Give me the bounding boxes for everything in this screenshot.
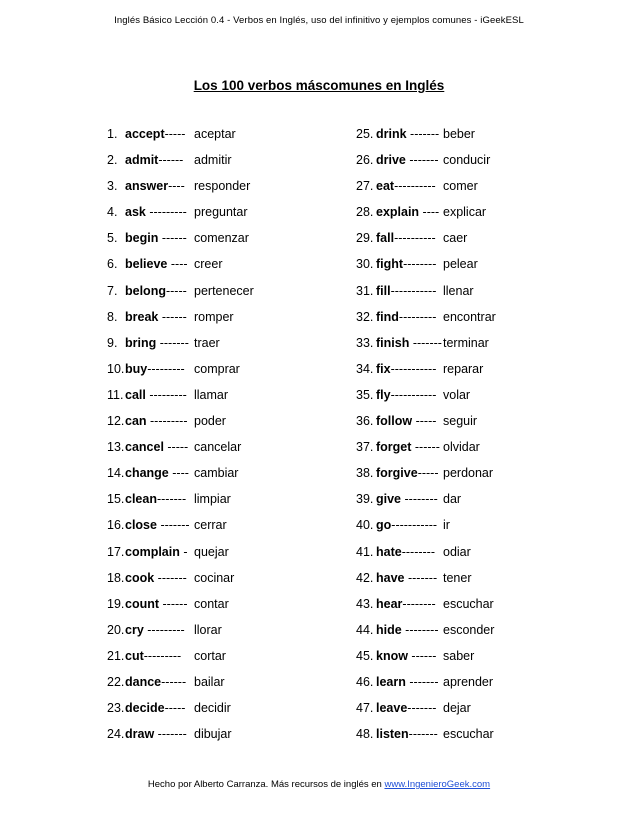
verb-english [125,672,186,692]
verb-dash: ------- [404,570,438,585]
verb-dash: ---- [168,179,185,194]
verb-dash: ------- [156,335,189,350]
verb-english [376,124,439,144]
verb-spanish: comprar [194,361,240,376]
verb-row [356,724,616,750]
verb-number: 10. [107,361,125,376]
verb-spanish: beber [443,127,475,141]
verb-dash: ---- [419,205,440,220]
verb-spanish: cancelar [194,440,242,455]
verb-english [125,150,183,170]
verb-english [376,698,436,718]
verb-number: 6. [107,257,118,272]
verb-dash: ----------- [390,361,437,376]
verb-english-word: can [125,414,147,429]
verb-english [376,672,439,692]
verb-english [125,124,185,144]
verb-english-word: forget [376,440,412,455]
verb-dash: ------- [405,153,439,168]
verb-row [356,515,616,541]
verb-number: 42. [356,570,374,585]
verb-spanish: pertenecer [194,283,254,298]
verb-dash: ------ [158,153,184,168]
verb-spanish: pelear [443,257,478,272]
verb-spanish: volar [443,387,471,402]
verb-spanish: reparar [443,361,484,376]
verb-row [356,542,616,568]
verb-row [107,463,337,489]
verb-dash: ------ [411,440,440,455]
verb-number: 36. [356,414,374,429]
verb-english [376,359,436,379]
verb-row [107,150,337,176]
verb-english-word: find [376,309,399,324]
verb-english-word: call [125,387,146,402]
verb-row [107,411,337,437]
verb-english [125,594,187,614]
verb-spanish: escuchar [443,727,494,742]
verb-number: 32. [356,309,374,324]
verb-english-word: bring [125,335,157,350]
verb-number: 35. [356,387,374,402]
verb-english-word: listen [376,727,409,742]
verb-row [356,385,616,411]
verb-number: 26. [356,153,374,168]
verb-english-word: draw [125,727,155,742]
verb-row [356,594,616,620]
verb-number: 43. [356,596,374,611]
verb-spanish: aprender [443,674,494,689]
verb-number: 8. [107,309,118,324]
verb-number: 28. [356,205,374,220]
verb-english-word: hear [376,596,403,611]
verb-row [107,515,337,541]
verb-number: 13. [107,440,125,455]
verb-dash: -------- [401,544,436,559]
verb-row [356,150,616,176]
verb-spanish: odiar [443,544,471,559]
verb-dash: ----------- [391,518,438,533]
verb-number: 27. [356,179,374,194]
verb-english [125,463,189,483]
verb-english-word: close [125,518,157,533]
verb-number: 34. [356,361,374,376]
page-footer [0,779,638,790]
verb-english [376,568,437,588]
verb-spanish: saber [443,648,475,663]
verb-number: 37. [356,440,374,455]
verb-spanish: comer [443,179,478,194]
verb-english [376,254,436,274]
verb-english [125,202,187,222]
verb-spanish: cocinar [194,570,235,585]
verb-english-word: complain [125,544,180,559]
verb-spanish: limpiar [194,492,231,507]
verb-row [356,620,616,646]
verb-english-word: accept [125,127,165,141]
verb-row [107,254,337,280]
verb-number: 20. [107,622,125,637]
verb-spanish: cortar [194,648,226,663]
verb-row [356,411,616,437]
verb-english-word: know [376,648,408,663]
verb-number: 38. [356,466,374,481]
verb-spanish: traer [194,335,220,350]
verb-spanish: llorar [194,622,222,637]
footer-link[interactable]: www.IngenieroGeek.com [384,779,491,790]
verb-english [125,489,186,509]
verb-row [107,124,337,150]
verb-dash: --------- [143,622,185,637]
verb-spanish: dar [443,492,462,507]
verb-row [107,385,337,411]
verb-dash: ---------- [394,179,436,194]
verb-row [356,202,616,228]
page-title: Los 100 verbos máscomunes en Inglés [193,78,445,93]
verb-english-word: fight [376,257,404,272]
verb-english-word: believe [125,257,168,272]
verb-dash: --------- [398,309,437,324]
verb-spanish: encontrar [443,309,496,324]
verb-row [356,672,616,698]
verb-spanish: caer [443,231,468,246]
verb-spanish: decidir [194,701,231,716]
verb-english [376,150,439,170]
verb-english-word: forgive [376,466,418,481]
verb-dash: --------- [143,648,182,663]
verb-english [125,411,187,431]
verb-spanish: llenar [443,283,474,298]
verb-number: 12. [107,414,125,429]
verb-dash: ------- [156,518,190,533]
verb-number: 45. [356,648,374,663]
verb-english [125,281,187,301]
verb-spanish: tener [443,570,472,585]
verb-row [356,176,616,202]
verb-dash: ------ [407,648,437,663]
verb-row [356,333,616,359]
verb-row [356,124,616,150]
verb-english-word: explain [376,205,420,220]
verb-english-word: cook [125,570,155,585]
verb-english-word: begin [125,231,159,246]
verb-number: 47. [356,701,374,716]
verb-english-word: learn [376,674,406,689]
verb-english-word: leave [376,701,408,716]
verb-row [107,333,337,359]
verb-english [125,359,185,379]
verb-dash: - [179,544,188,559]
verb-english-word: give [376,492,402,507]
verb-number: 33. [356,335,374,350]
verb-dash: ------- [154,727,187,742]
verb-dash: -------- [403,257,437,272]
verb-english [376,281,436,301]
verb-english-word: cut [125,648,144,663]
verb-number: 21. [107,648,125,663]
verb-english [376,594,436,614]
verb-spanish: responder [194,179,251,194]
verb-english [125,254,188,274]
verb-spanish: aceptar [194,127,236,141]
verb-english-word: hate [376,544,402,559]
verb-spanish: perdonar [443,466,494,481]
verb-dash: ----- [163,440,189,455]
verb-row [107,620,337,646]
verb-english [376,515,437,535]
verb-number: 4. [107,205,118,220]
verb-english-word: drive [376,153,406,168]
verb-number: 11. [107,387,124,402]
verb-english-word: clean [125,492,157,507]
verb-number: 17. [107,544,125,559]
verb-number: 5. [107,231,118,246]
verb-row [356,281,616,307]
verb-spanish: olvidar [443,440,480,455]
verb-row [356,254,616,280]
verb-english-word: fall [376,231,395,246]
footer-text: Hecho por Alberto Carranza. Más recursos de inglés en [147,779,385,790]
verb-dash: ----- [164,127,186,141]
verb-row [107,359,337,385]
verb-number: 30. [356,257,374,272]
verb-spanish: escuchar [443,596,494,611]
verb-row [107,489,337,515]
verb-spanish: ir [443,518,450,533]
verb-row [107,281,337,307]
verb-english-word: dance [125,674,162,689]
verb-english [125,437,188,457]
verb-number: 22. [107,674,125,689]
verb-row [107,307,337,333]
verb-row [107,672,337,698]
verb-english-word: eat [376,179,395,194]
verb-spanish: terminar [443,335,489,350]
verb-row [107,646,337,672]
verb-dash: ----------- [390,283,437,298]
verb-english [125,542,188,562]
verb-dash: --------- [146,414,188,429]
verb-spanish: creer [194,257,223,272]
verb-english-word: buy [125,361,148,376]
verb-spanish: cambiar [194,466,239,481]
verb-english [125,228,187,248]
verb-dash: -------- [402,596,436,611]
verb-english [376,202,439,222]
verb-dash: ------ [158,231,187,246]
verb-dash: ------- [409,335,442,350]
verb-number: 9. [107,335,118,350]
verb-english-word: fly [376,387,391,402]
verb-dash: ----- [165,283,187,298]
verb-spanish: explicar [443,205,487,220]
verb-number: 23. [107,701,125,716]
verb-spanish: quejar [194,544,229,559]
verb-english-word: fix [376,361,391,376]
verb-dash: --------- [147,361,185,376]
verb-row [356,359,616,385]
verb-number: 14. [107,466,125,481]
verb-english-word: ask [125,205,146,220]
verb-row [356,646,616,672]
verb-row [107,202,337,228]
verb-english-word: finish [376,335,410,350]
verb-english [376,333,442,353]
verb-row [107,228,337,254]
verb-english-word: answer [125,179,169,194]
verb-spanish: esconder [443,622,495,637]
verb-number: 25. [356,127,374,141]
verb-english [376,411,436,431]
verb-spanish: poder [194,414,226,429]
verb-english-word: belong [125,283,166,298]
verb-row [356,307,616,333]
verb-english-word: follow [376,414,413,429]
verb-english [125,176,185,196]
verb-number: 19. [107,596,125,611]
verb-english [125,620,185,640]
verb-english [376,620,438,640]
verb-dash: ---- [168,466,189,481]
verb-spanish: dejar [443,701,471,716]
verb-dash: -------- [401,492,438,507]
verb-english [376,307,436,327]
verb-row [107,542,337,568]
verb-dash: ----------- [390,387,437,402]
verb-number: 3. [107,179,118,194]
verb-english-word: count [125,596,160,611]
page-header: Inglés Básico Lección 0.4 - Verbos en Inglés, uso del infinitivo y ejemplos comunes - iGeekESL [114,15,524,26]
verb-english-word: decide [125,701,165,716]
verb-number: 41. [356,544,374,559]
verb-row [107,176,337,202]
verb-row [107,724,337,750]
verb-english-word: drink [376,127,407,141]
verb-english [125,698,185,718]
verb-english [376,437,440,457]
verb-spanish: seguir [443,414,478,429]
verb-row [356,228,616,254]
verb-dash: ------- [156,492,187,507]
verb-dash: --------- [145,205,187,220]
verb-dash: ----- [412,414,437,429]
verb-english [125,333,189,353]
verb-english [125,724,187,744]
verb-spanish: admitir [194,153,232,168]
verb-number: 44. [356,622,374,637]
verb-english [125,307,187,327]
verb-number: 31. [356,283,374,298]
verb-number: 2. [107,153,118,168]
verb-dash: ---- [167,257,188,272]
verb-dash: ------- [407,701,437,716]
verb-spanish: cerrar [194,518,227,533]
verb-dash: ------- [154,570,187,585]
verb-dash: ------- [406,127,440,141]
verb-dash: --------- [145,387,187,402]
verb-english [376,724,438,744]
verb-number: 15. [107,492,125,507]
verb-number: 48. [356,727,374,742]
verb-english-word: break [125,309,159,324]
verb-spanish: romper [194,309,234,324]
verb-english-word: cry [125,622,144,637]
verb-row [356,698,616,724]
verb-english-word: cancel [125,440,164,455]
verb-spanish: conducir [443,153,491,168]
verb-dash: ------ [159,596,188,611]
verb-dash: ----- [417,466,439,481]
verb-english-word: hide [376,622,402,637]
verb-english [125,646,181,666]
verb-spanish: dibujar [194,727,232,742]
verb-dash: ------ [161,674,187,689]
verb-row [107,594,337,620]
verb-english-word: change [125,466,169,481]
verb-spanish: llamar [194,387,229,402]
verb-number: 18. [107,570,125,585]
verb-english [376,489,438,509]
verb-spanish: contar [194,596,229,611]
verb-dash: ---------- [394,231,436,246]
verb-spanish: comenzar [194,231,249,246]
verb-number: 39. [356,492,374,507]
verb-spanish: bailar [194,674,225,689]
verb-english [376,646,436,666]
verb-dash: ------ [158,309,187,324]
verb-english [376,228,436,248]
verb-english-word: fill [376,283,391,298]
verb-dash: ------- [405,674,439,689]
verb-row [107,698,337,724]
verb-number: 46. [356,674,374,689]
verb-english-word: admit [125,153,159,168]
verb-dash: ------- [408,727,438,742]
verb-spanish: preguntar [194,205,248,220]
verb-row [356,489,616,515]
verb-number: 24. [107,727,125,742]
verb-english [125,385,187,405]
verb-english [125,515,190,535]
verb-row [107,568,337,594]
verb-list-left [107,124,337,750]
verb-row [356,463,616,489]
verb-english [376,385,436,405]
verb-list-right [356,124,616,750]
verb-english-word: have [376,570,405,585]
verb-row [107,437,337,463]
verb-number: 40. [356,518,374,533]
verb-row [356,437,616,463]
verb-number: 1. [107,127,118,141]
verb-number: 7. [107,283,118,298]
verb-number: 29. [356,231,374,246]
verb-english-word: go [376,518,392,533]
verb-number: 16. [107,518,125,533]
verb-dash: ----- [164,701,186,716]
verb-dash: -------- [401,622,439,637]
verb-english [376,176,436,196]
verb-english [376,542,435,562]
verb-english [376,463,439,483]
verb-english [125,568,187,588]
verb-row [356,568,616,594]
